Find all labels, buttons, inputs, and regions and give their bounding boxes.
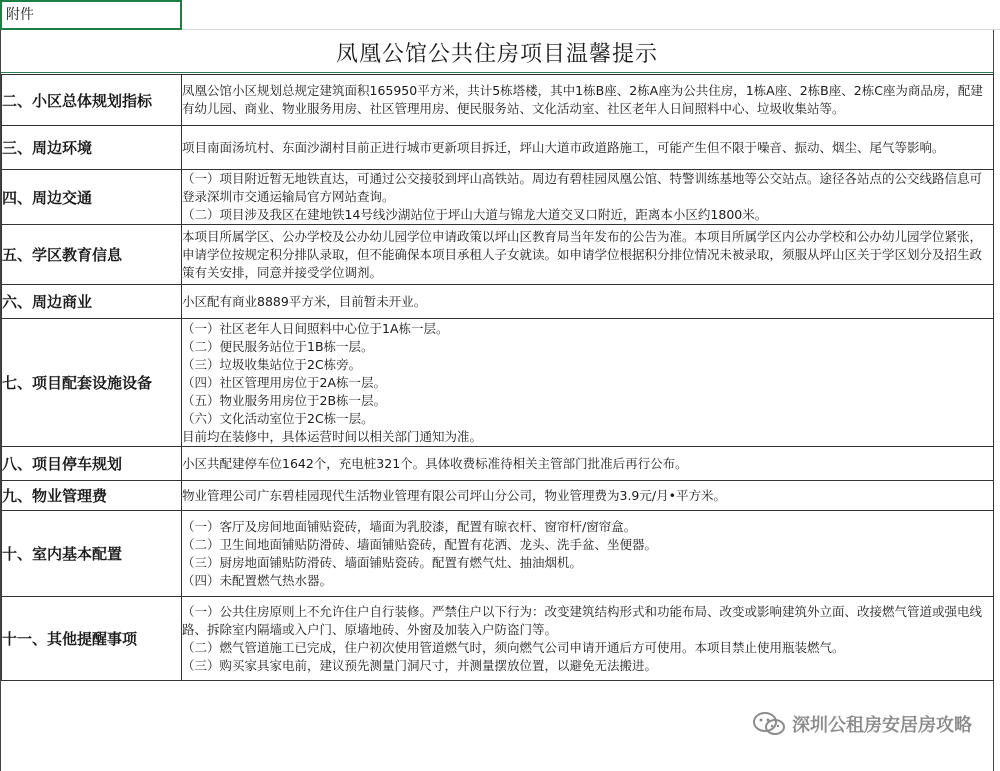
row-content — [182, 170, 994, 225]
content-line: （二）燃气管道施工已完成，住户初次使用管道燃气时，须向燃气公司申请开通后方可使用。本项目禁止使用瓶装燃气。 — [182, 639, 845, 655]
row-label: 二、小区总体规划指标 — [2, 75, 182, 126]
table-row — [2, 75, 994, 126]
content-line: （四）社区管理用房位于2A栋一层。 — [182, 374, 387, 390]
content-line: 小区配有商业8889平方米，目前暂未开业。 — [182, 293, 427, 309]
content-line: （四）未配置燃气热水器。 — [182, 572, 333, 588]
row-label: 七、项目配套设施设备 — [2, 319, 182, 447]
content-line: （一）项目附近暂无地铁直达，可通过公交接驳到坪山高铁站。周边有碧桂园凤凰公馆、特警训练基地等公交站点。途径各站点的公交线路信息可登录深圳市交通运输局官方网站查询。 — [182, 171, 983, 204]
content-line: 物业管理公司广东碧桂园现代生活物业管理有限公司坪山分公司，物业管理费为3.9元/月•平方米。 — [182, 487, 726, 503]
row-label: 八、项目停车规划 — [2, 447, 182, 481]
table-row — [2, 319, 994, 447]
content-line: （二）卫生间地面铺贴防滑砖、墙面铺贴瓷砖，配置有花洒、龙头、洗手盆、坐便器。 — [182, 536, 658, 552]
content-line: （一）社区老年人日间照料中心位于1A栋一层。 — [182, 320, 449, 336]
row-label: 四、周边交通 — [2, 170, 182, 225]
table-row — [2, 225, 994, 285]
sheet — [0, 30, 994, 771]
table-row — [2, 170, 994, 225]
row-label: 九、物业管理费 — [2, 481, 182, 511]
table-row — [2, 285, 994, 319]
table-row — [2, 126, 994, 170]
row-content — [182, 511, 994, 597]
title-divider — [1, 72, 993, 73]
row-content — [182, 75, 994, 126]
row-content — [182, 126, 994, 170]
wechat-icon — [752, 711, 786, 737]
row-label: 五、学区教育信息 — [2, 225, 182, 285]
row-content — [182, 481, 994, 511]
info-table — [1, 74, 994, 681]
row-content — [182, 225, 994, 285]
row-content — [182, 285, 994, 319]
row-label: 三、周边环境 — [2, 126, 182, 170]
content-line: 目前均在装修中，具体运营时间以相关部门通知为准。 — [182, 428, 483, 444]
top-row-gridline — [182, 0, 1000, 30]
content-line: （六）文化活动室位于2C栋一层。 — [182, 410, 374, 426]
content-line: （五）物业服务用房位于2B栋一层。 — [182, 392, 387, 408]
selected-cell-a1[interactable]: 附件 — [0, 0, 182, 30]
row-content — [182, 319, 994, 447]
content-line: （一）公共住房原则上不允许住户自行装修。严禁住户以下行为：改变建筑结构形式和功能布局、改变或影响建筑外立面、改接燃气管道或强电线路、拆除室内隔墙或入户门、原墙地砖、外窗及加装入户防盗门等。 — [182, 603, 983, 637]
content-line: 凤凰公馆小区规划总规定建筑面积165950平方米，共计5栋塔楼，其中1栋B座、2栋A座为公共住房，1栋A座、2栋B座、2栋C座为商品房，配建有幼儿园、商业、物业服务用房、社区管理用房、便民服务站、文化活动室、社区老年人日间照料中心、垃圾收集站等。 — [182, 83, 983, 116]
content-line: （一）客厅及房间地面铺贴瓷砖，墙面为乳胶漆，配置有晾衣杆、窗帘杆/窗帘盒。 — [182, 518, 637, 534]
content-line: 小区共配建停车位1642个，充电桩321个。具体收费标准待相关主管部门批准后再行公布。 — [182, 455, 688, 471]
content-line: （二）项目涉及我区在建地铁14号线沙湖站位于坪山大道与锦龙大道交叉口附近，距离本小区约1800米。 — [182, 207, 768, 222]
content-line: 本项目所属学区、公办学校及公办幼儿园学位申请政策以坪山区教育局当年发布的公告为准。本项目所属学区内公办学校和公办幼儿园学位紧张，申请学位按规定积分排队录取，但不能确保本项目承租人子女就读。如申请学位根据积分排位情况未被录取，须服从坪山区关于学区划分及招生政策有关安排，同意并接受学位调剂。 — [182, 228, 983, 280]
content-line: 项目南面汤坑村、东面沙湖村目前正进行城市更新项目拆迁，坪山大道市政道路施工，可能产生但不限于噪音、振动、烟尘、尾气等影响。 — [182, 139, 945, 155]
content-line: （三）厨房地面铺贴防滑砖、墙面铺贴瓷砖。配置有燃气灶、抽油烟机。 — [182, 554, 583, 570]
table-row — [2, 481, 994, 511]
table-row — [2, 447, 994, 481]
row-label: 六、周边商业 — [2, 285, 182, 319]
row-content — [182, 597, 994, 681]
row-content — [182, 447, 994, 481]
row-label: 十、室内基本配置 — [2, 511, 182, 597]
watermark — [752, 711, 972, 737]
content-line: （二）便民服务站位于1B栋一层。 — [182, 338, 374, 354]
content-line: （三）购买家具家电前，建议预先测量门洞尺寸，并测量摆放位置，以避免无法搬进。 — [182, 657, 658, 673]
table-row — [2, 511, 994, 597]
row-label: 十一、其他提醒事项 — [2, 597, 182, 681]
page-title: 凤凰公馆公共住房项目温馨提示 — [335, 42, 658, 67]
watermark-text: 深圳公租房安居房攻略 — [792, 715, 972, 736]
table-row — [2, 597, 994, 681]
content-line: （三）垃圾收集站位于2C栋旁。 — [182, 356, 362, 372]
